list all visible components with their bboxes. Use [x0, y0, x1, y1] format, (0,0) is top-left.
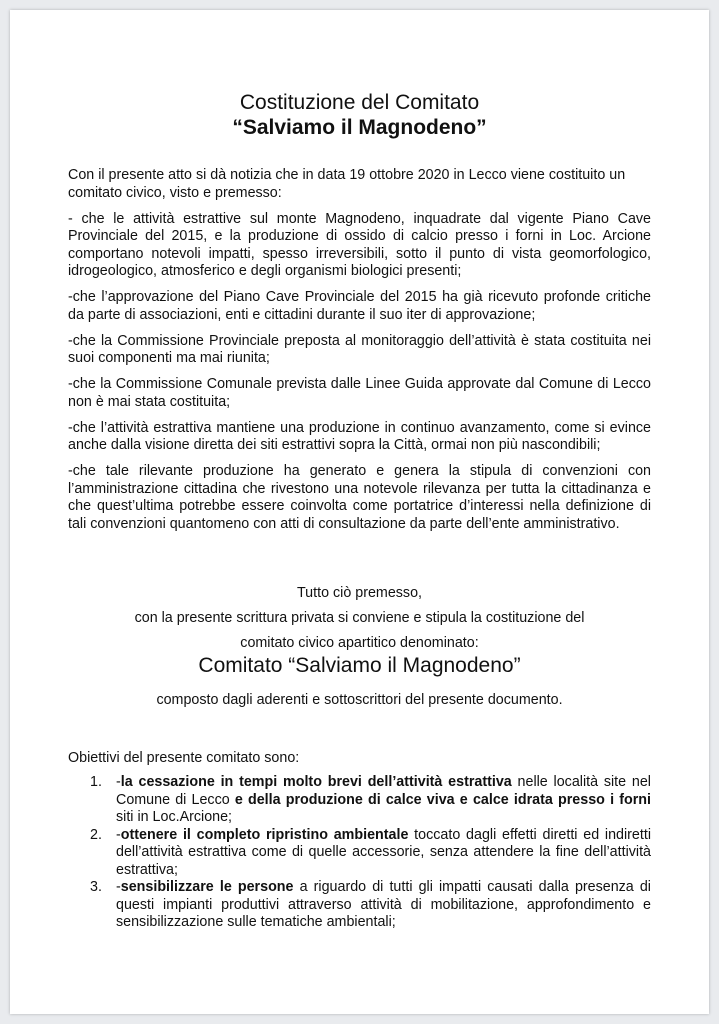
premise-paragraph: -che la Commissione Provinciale preposta al monitoraggio dell’attività è stata costituita nei suoi componenti ma mai riunita;: [68, 332, 651, 366]
list-number: 2.: [90, 826, 102, 843]
objectives-title: Obiettivi del presente comitato sono:: [68, 750, 300, 766]
premise-paragraph: -che tale rilevante produzione ha generato e genera la stipula di convenzioni con l’amministrazione cittadina che rivestono una notevole rilevanza per tutta la cittadinanza e che quest’ultima potrebbe essere coinvolta come portatrice d’interessi nella definizione di tali convenzioni quantomeno con atti di consultazione da parte dell’ente amministrativo.: [68, 463, 651, 532]
premise-paragraph: -che la Commissione Comunale prevista dalle Linee Guida approvate dal Comune di Lecco non è mai stata costituita;: [68, 376, 651, 410]
item-bold-text: sensibilizzare le persone: [120, 879, 294, 895]
document-title: [10, 90, 709, 141]
list-number: 1.: [90, 774, 102, 790]
item-bold-text: la cessazione in tempi molto brevi dell’attività estrattiva: [120, 774, 512, 790]
closing-line-3: comitato civico apartitico denominato:: [240, 635, 479, 651]
document-page: [10, 10, 709, 1014]
list-item: [68, 879, 651, 932]
committee-name: Comitato “Salviamo il Magnodeno”: [198, 654, 521, 677]
premise-paragraph: -che l’approvazione del Piano Cave Provinciale del 2015 ha già ricevuto profonde critiche da parte di associazioni, enti e cittadini durante il suo iter di approvazione;: [68, 289, 651, 323]
item-text: siti in Loc.Arcione;: [116, 809, 233, 825]
item-text: nelle località site nel Comune di Lecco: [116, 774, 651, 808]
item-text: a riguardo di tutti gli impatti causati dalla presenza di questi impianti produttivi attraverso attività di mobilitazione, approfondimento e sensibilizzazione sulle tematiche ambientali;: [116, 879, 651, 930]
item-bold-text: e della produzione di calce viva e calce idrata presso i forni: [234, 791, 651, 808]
list-number: 3.: [90, 879, 102, 895]
premise-paragraph: - che le attività estrattive sul monte Magnodeno, inquadrate dal vigente Piano Cave Provinciale del 2015, e la produzione di ossido di calcio presso i forni in Loc. Arcione comportano notevoli impatti, spesso irreversibili, sotto il punto di vista geomorfologico, idrogeologico, atmosferico e degli organismi biologici presenti;: [68, 210, 651, 279]
item-bold-text: ottenere il completo ripristino ambientale: [120, 826, 409, 843]
closing-line-1: Tutto ciò premesso,: [296, 585, 422, 601]
list-item: [68, 774, 651, 827]
item-prefix: -: [116, 826, 121, 843]
title-line-2: “Salviamo il Magnodeno”: [232, 116, 487, 139]
intro-paragraph: Con il presente atto si dà notizia che in data 19 ottobre 2020 in Lecco viene costituito un comitato civico, visto e premesso:: [68, 167, 626, 201]
objectives-list: [68, 774, 651, 932]
list-item: [68, 827, 651, 880]
closing-line-2: con la presente scrittura privata si conviene e stipula la costituzione del: [134, 610, 585, 626]
premises-section: [68, 167, 651, 542]
item-prefix: -: [116, 774, 121, 790]
closing-line-4: composto dagli aderenti e sottoscrittori del presente documento.: [156, 692, 563, 708]
item-text: toccato dagli effetti diretti ed indiretti dell’attività estrattiva come di quelle accessorie, senza attendere la fine dell’attività estrattiva;: [116, 826, 652, 878]
item-prefix: -: [116, 879, 121, 895]
title-line-1: Costituzione del Comitato: [239, 91, 480, 114]
premise-paragraph: -che l’attività estrattiva mantiene una produzione in continuo avanzamento, come si evince anche dalla visione diretta dei siti estrattivi sopra la Città, ormai non più nascondibili;: [68, 419, 651, 453]
